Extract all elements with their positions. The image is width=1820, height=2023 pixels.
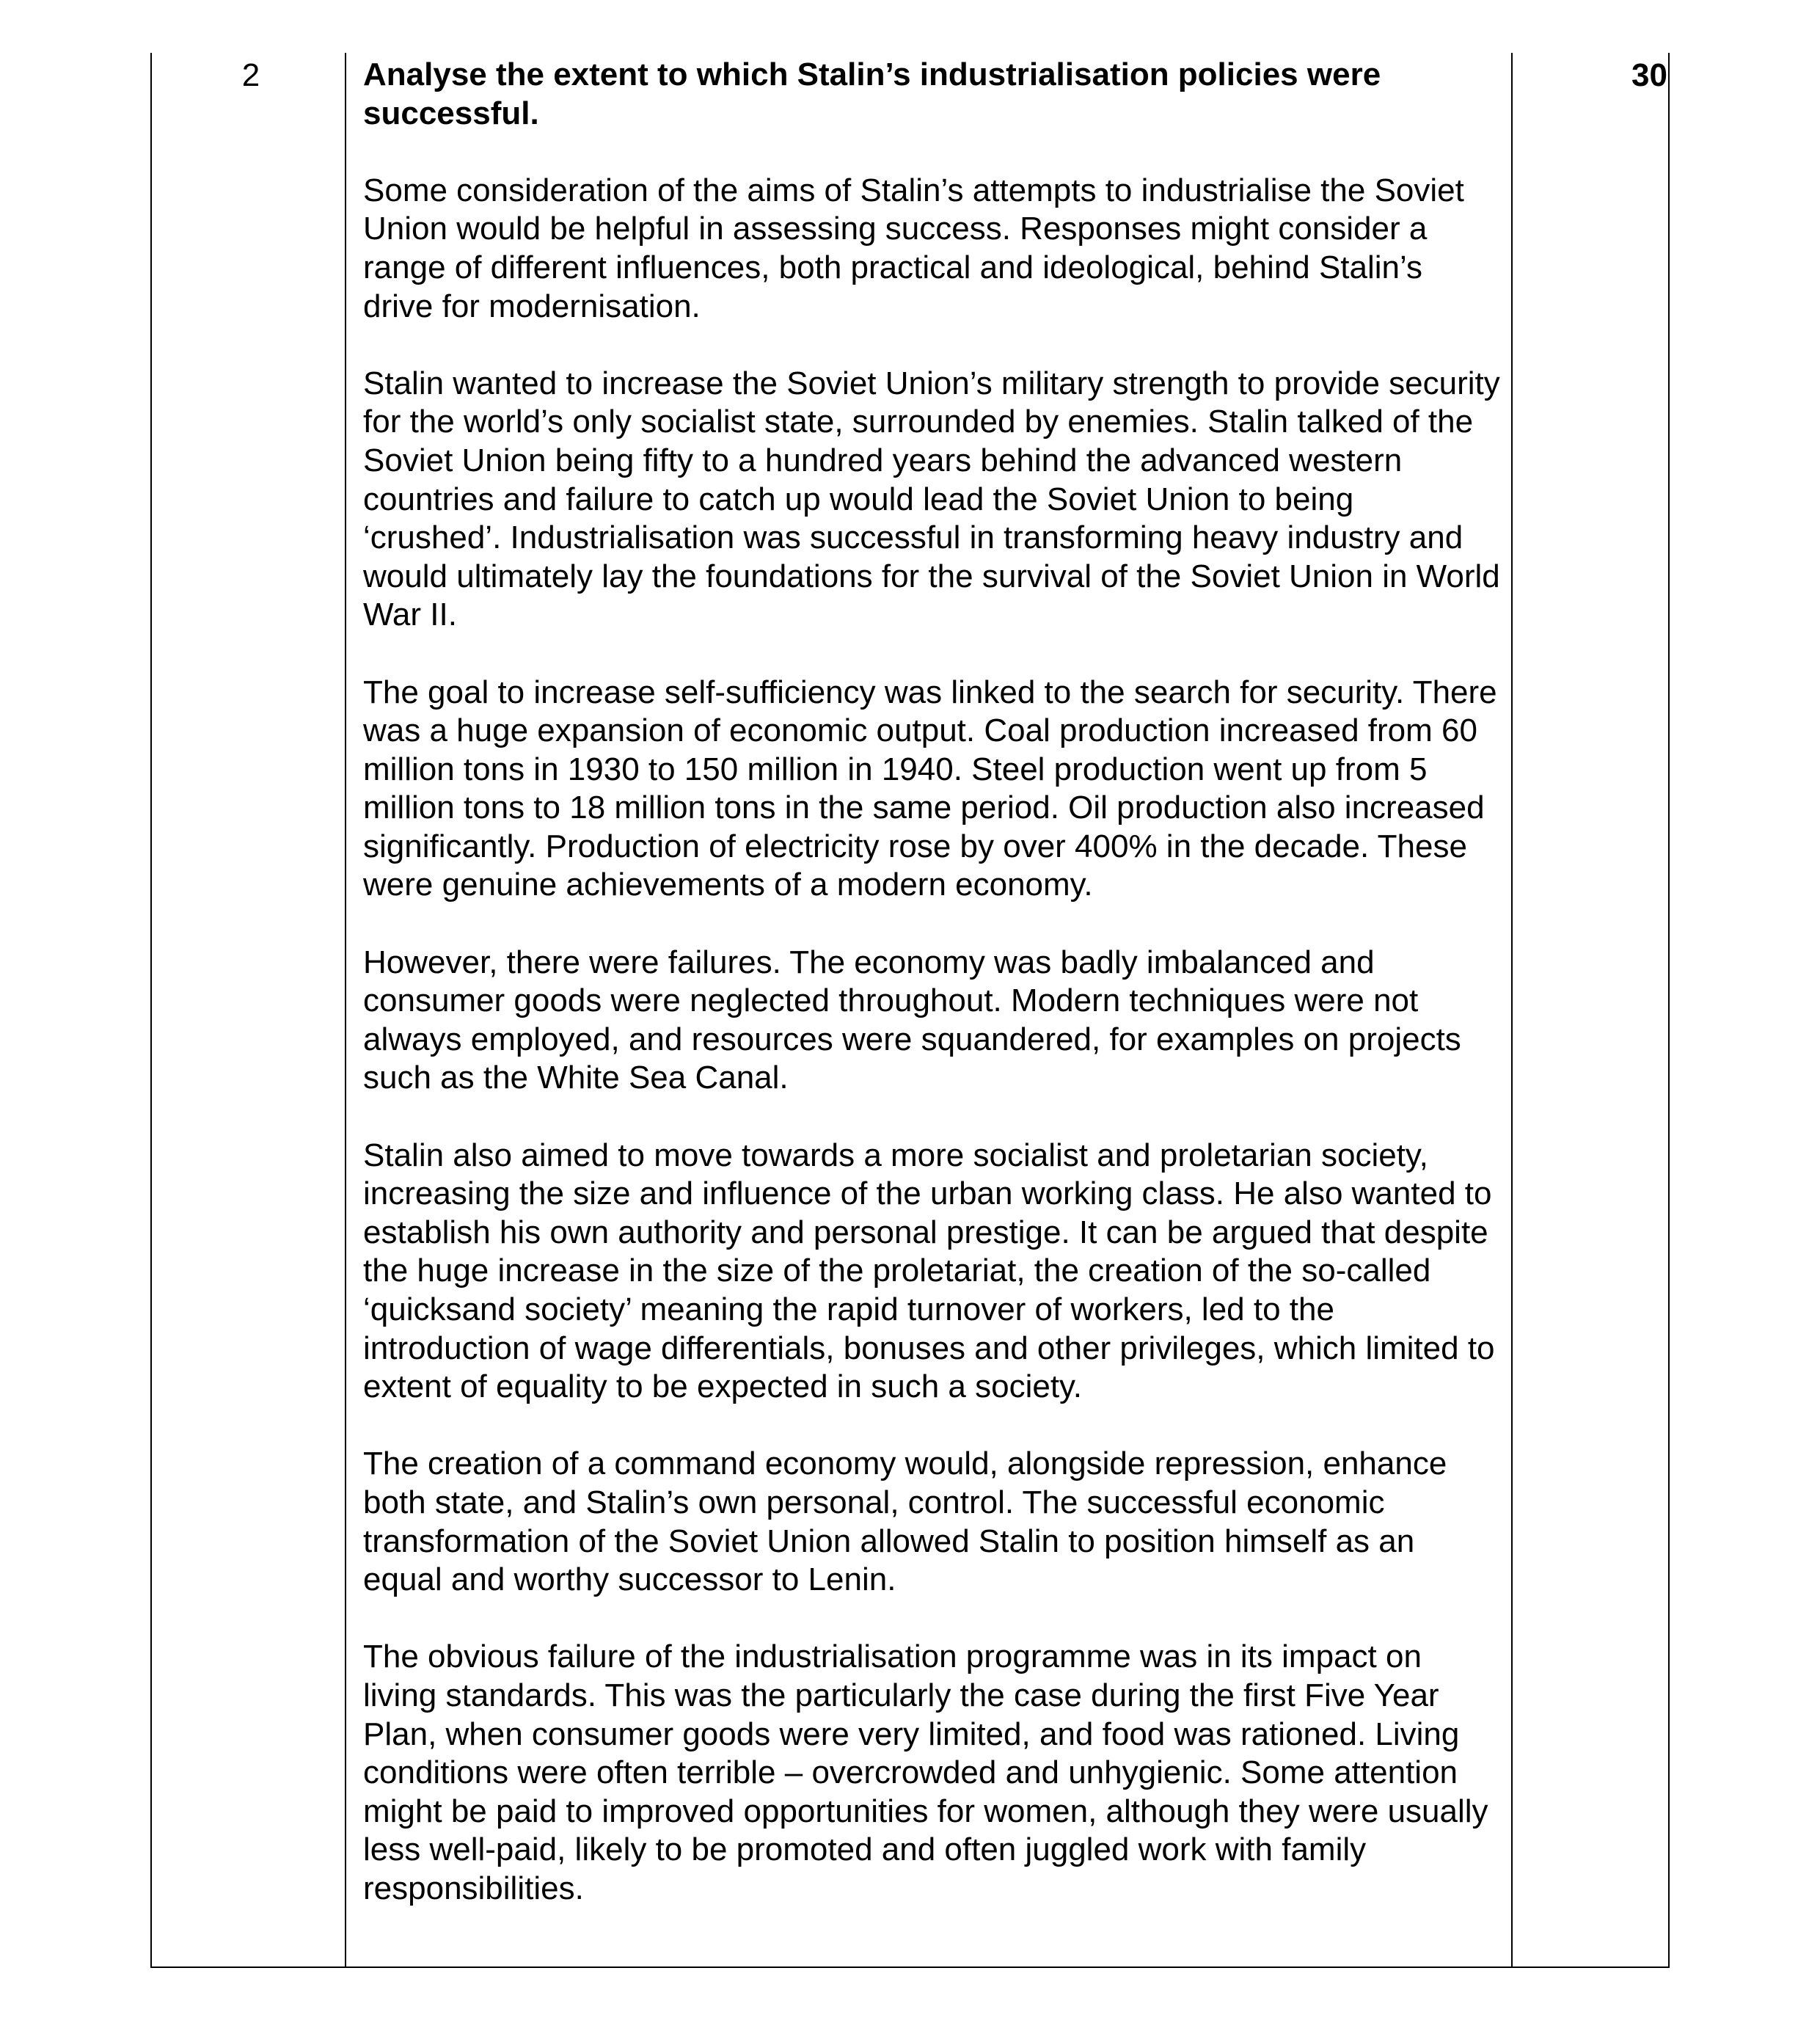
- answer-paragraph: Some consideration of the aims of Stalin’s attempts to industrialise the Soviet Union would be helpful in assessing success. Responses might consider a range of different influences, both practical and ideological, behind Stalin’s drive for modernisation.: [363, 172, 1464, 324]
- question-marks: 30: [1631, 57, 1667, 93]
- answer-paragraph: The obvious failure of the industrialisation programme was in its impact on living standards. This was the particularly the case during the first Five Year Plan, when consumer goods were very limited, and food was rationed. Living conditions were often terrible – overcrowded and unhygienic. Some attention might be paid to improved opportunities for women, although they were usually less well-paid, likely to be promoted and often juggled work with family responsibilities.: [363, 1639, 1488, 1906]
- mark-scheme-table: [150, 53, 1670, 1968]
- question-number: 2: [241, 57, 260, 93]
- question-title: Analyse the extent to which Stalin’s industrialisation policies were successful.: [363, 57, 1381, 131]
- question-content: [363, 56, 1500, 1909]
- column-divider: [1511, 53, 1513, 1966]
- answer-paragraph: Stalin wanted to increase the Soviet Union’s military strength to provide security for the world’s only socialist state, surrounded by enemies. Stalin talked of the Soviet Union being fifty to a hundred years behind the advanced western countries and failure to catch up would lead the Soviet Union to being ‘crushed’. Industrialisation was successful in transforming heavy industry and would ultimately lay the foundations for the survival of the Soviet Union in World War II.: [363, 365, 1500, 633]
- answer-paragraph: However, there were failures. The economy was badly imbalanced and consumer goods were neglected throughout. Modern techniques were not always employed, and resources were squandered, for examples on projects such as the White Sea Canal.: [363, 944, 1461, 1096]
- answer-paragraph: The creation of a command economy would, alongside repression, enhance both state, and Stalin’s own personal, control. The successful economic transformation of the Soviet Union allowed Stalin to position himself as an equal and worthy successor to Lenin.: [363, 1446, 1447, 1598]
- answer-paragraph: Stalin also aimed to move towards a more socialist and proletarian society, increasing the size and influence of the urban working class. He also wanted to establish his own authority and personal prestige. It can be argued that despite the huge increase in the size of the proletariat, the creation of the so-called ‘quicksand society’ meaning the rapid turnover of workers, led to the introduction of wage differentials, bonuses and other privileges, which limited to extent of equality to be expected in such a society.: [363, 1137, 1495, 1405]
- column-divider: [345, 53, 346, 1966]
- answer-paragraph: The goal to increase self-sufficiency was linked to the search for security. There was a huge expansion of economic output. Coal production increased from 60 million tons in 1930 to 150 million in 1940. Steel production went up from 5 million tons to 18 million tons in the same period. Oil production also increased significantly. Production of electricity rose by over 400% in the decade. These were genuine achievements of a modern economy.: [363, 674, 1497, 903]
